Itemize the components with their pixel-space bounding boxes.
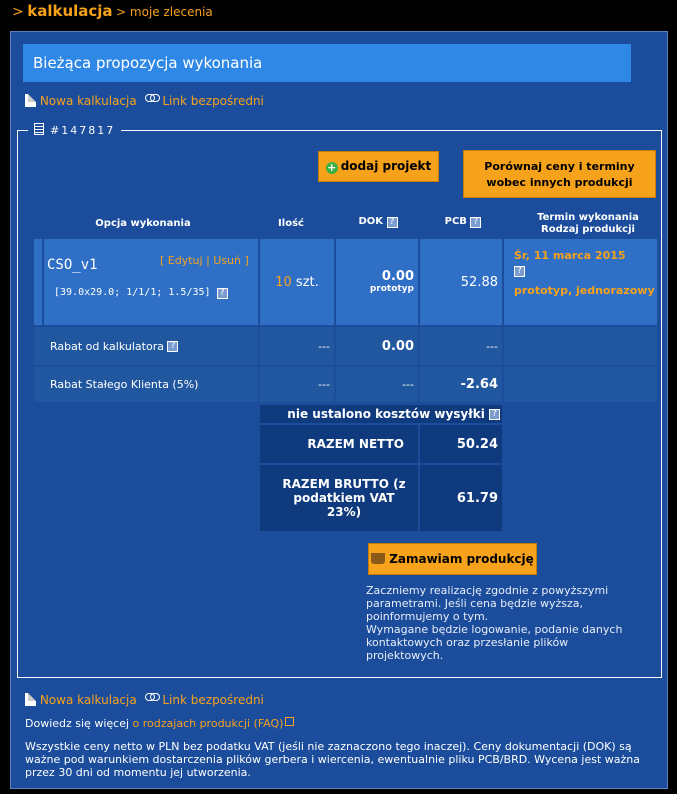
add-project-button[interactable] (318, 151, 439, 182)
order-button-label: Zamawiam produkcję (389, 552, 534, 566)
header-option: Opcja wykonania (95, 218, 191, 229)
header-pcb-label: PCB (444, 216, 467, 227)
page-title: Bieżąca propozycja wykonania (23, 44, 631, 82)
netto-value-cell (420, 425, 502, 463)
rabat-calc-label: Rabat od kalkulatora (50, 339, 164, 353)
header-qty: Ilość (278, 218, 304, 229)
disclaimer: Wszystkie ceny netto w PLN bez podatku VAT (jeśli nie zaznaczono tego inaczej). Ceny dokumentacji (DOK) są ważne pod warunkiem dostarczenia plików gerbera i wiercenia, ewentualnie pliku PCB/BRD. Wycena jest ważna przez 30 dni od momentu jej utworzenia. (25, 740, 640, 779)
info-paragraph-1: Zaczniemy realizację zgodnie z powyższymi parametrami. Jeśli cena będzie wyższa, poinformujemy o tym. (366, 584, 609, 623)
learn-more-text: Dowiedz się więcej (25, 717, 130, 730)
rabat-calc-dok-text: 0.00 (381, 338, 414, 354)
order-number-text: #147817 (50, 124, 116, 137)
term-date: Śr, 11 marca 2015 (514, 249, 626, 262)
header-prodtype-label: Rodzaj produkcji (541, 224, 635, 235)
breadcrumb-sub[interactable]: > moje zlecenia (116, 5, 213, 19)
compare-button[interactable] (463, 150, 656, 198)
document-icon (25, 693, 36, 706)
rabat-calc-qty-text: --- (318, 339, 330, 353)
breadcrumb (12, 2, 213, 22)
netto-value: 50.24 (456, 436, 498, 452)
help-icon[interactable]: ? (470, 217, 481, 228)
direct-link[interactable]: Link bezpośredni (162, 94, 264, 108)
edit-delete-links[interactable]: [ Edytuj | Usuń ] (160, 254, 249, 267)
project-params (54, 287, 228, 299)
breadcrumb-arrow: > (12, 4, 24, 20)
header-dok (338, 216, 418, 228)
header-pcb (423, 216, 503, 228)
brutto-label: RAZEM BRUTTO (z podatkiem VAT 23%) (282, 477, 406, 519)
rabat-client-dok-text: --- (402, 378, 414, 391)
link-icon (145, 693, 159, 701)
term-cell (504, 239, 657, 325)
help-icon[interactable]: ? (217, 288, 228, 299)
new-calc-link[interactable]: Nowa kalkulacja (39, 693, 137, 707)
learn-more (25, 717, 294, 730)
help-icon[interactable]: ? (387, 217, 398, 228)
info-text (366, 584, 636, 662)
rabat-calc-empty (504, 327, 657, 365)
add-project-label: dodaj projekt (340, 159, 432, 173)
rabat-calc-qty (260, 327, 334, 365)
rabat-client-qty (260, 367, 334, 402)
project-params-text: [39.0x29.0; 1/1/1; 1.5/35] (54, 287, 211, 298)
order-button[interactable] (368, 543, 537, 575)
production-type: prototyp, jednorazowy (514, 284, 655, 297)
qty-cell (260, 239, 334, 325)
header-term-label: Termin wykonania (537, 212, 639, 223)
dok-value: 0.00 (381, 269, 414, 284)
rabat-client-empty (504, 367, 657, 402)
faq-link[interactable]: o rodzajach produkcji (FAQ) (132, 717, 284, 730)
rabat-calc-pcb (420, 327, 502, 365)
shipping-text: nie ustalono kosztów wysyłki (287, 407, 485, 421)
rabat-client-qty-text: --- (318, 378, 330, 391)
rabat-calc-pcb-text: --- (486, 339, 498, 353)
netto-label-cell (260, 425, 418, 463)
dok-subtext: prototyp (369, 284, 414, 294)
info-paragraph-2: Wymagane będzie logowanie, podanie danych kontaktowych oraz przesłanie plików projektowych. (366, 623, 623, 662)
help-icon[interactable]: ? (514, 266, 525, 277)
link-icon (145, 94, 159, 102)
external-link-icon (285, 717, 294, 726)
rabat-calc-label-cell (34, 327, 258, 365)
main-panel (10, 31, 668, 789)
help-icon[interactable]: ? (489, 409, 500, 420)
rabat-client-label: Rabat Stałego Klienta (5%) (50, 378, 199, 391)
bottom-links (25, 693, 264, 709)
brutto-value-cell (420, 465, 502, 531)
plus-icon: + (327, 161, 337, 174)
header-term (513, 212, 663, 236)
row-spacer (34, 239, 42, 325)
order-number (28, 123, 121, 137)
header-dok-label: DOK (358, 216, 384, 227)
option-cell (44, 239, 258, 325)
shipping-note (260, 405, 502, 423)
document-icon (25, 94, 36, 107)
new-calc-link[interactable]: Nowa kalkulacja (39, 94, 137, 108)
compare-label: Porównaj ceny i terminy wobec innych produkcji (484, 160, 635, 189)
rabat-client-pcb-text: -2.64 (460, 377, 498, 392)
rabat-client-pcb (420, 367, 502, 402)
top-links (25, 94, 264, 110)
project-name: CSO_v1 (47, 257, 98, 273)
pcb-value: 52.88 (460, 274, 498, 290)
dok-cell (336, 239, 418, 325)
rabat-client-dok (336, 367, 418, 402)
help-icon[interactable]: ? (167, 341, 178, 352)
netto-label: RAZEM NETTO (307, 437, 404, 451)
breadcrumb-title[interactable]: kalkulacja (27, 2, 113, 20)
direct-link[interactable]: Link bezpośredni (162, 693, 264, 707)
rabat-calc-dok (336, 327, 418, 365)
brutto-label-cell (260, 465, 418, 531)
rabat-client-label-cell (34, 367, 258, 402)
cart-icon (371, 553, 385, 564)
calculator-icon (34, 123, 44, 135)
pcb-cell (420, 239, 502, 325)
brutto-value: 61.79 (456, 490, 498, 506)
qty-value: 10 (275, 274, 292, 290)
qty-unit: szt. (295, 274, 319, 290)
